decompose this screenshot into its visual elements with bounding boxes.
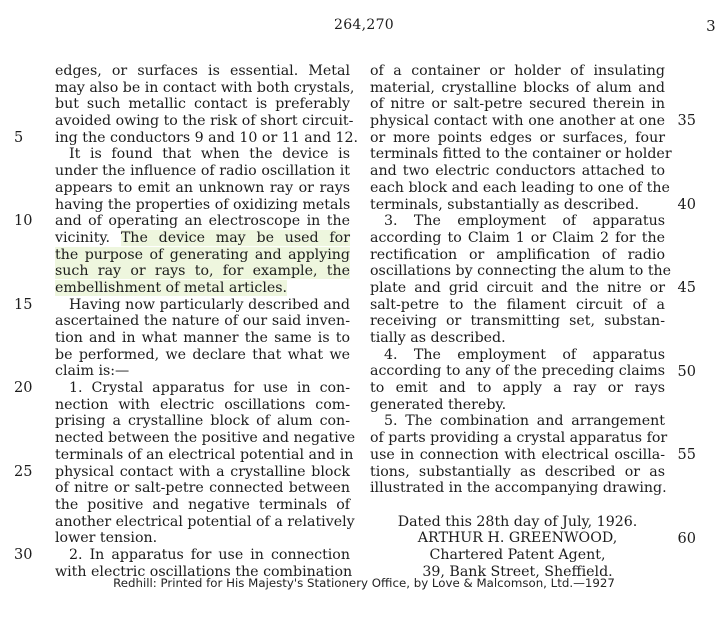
text-line <box>55 197 350 214</box>
text-line <box>370 146 672 163</box>
line-text: or more points edges or surfaces, four <box>370 129 665 146</box>
line-text: but such metallic contact is preferably <box>55 96 350 113</box>
text-line <box>55 497 350 514</box>
highlighted-text: The device may be used for <box>120 229 350 246</box>
line-text: physical contact with one another at one <box>370 113 665 130</box>
line-text: rectification or amplification of radio <box>370 246 665 263</box>
line-text: It is found that when the device is <box>69 146 350 163</box>
line-text: plate and grid circuit and the nitre or <box>370 279 665 296</box>
line-text: may also be in contact with both crystals, <box>55 79 355 96</box>
line-text: be performed, we declare that what we <box>55 346 350 363</box>
text-line <box>55 397 350 414</box>
text-line <box>370 80 665 97</box>
highlighted-text: embellishment of metal articles. <box>55 279 288 296</box>
line-text: Having now particularly described and <box>69 296 350 313</box>
text-line <box>370 96 665 113</box>
text-line <box>55 146 350 163</box>
text-line <box>55 330 350 347</box>
text-line <box>55 363 350 380</box>
text-line <box>370 63 665 80</box>
text-line <box>370 380 665 397</box>
text-line <box>370 197 665 214</box>
line-text: of nitre or salt-petre connected between <box>55 480 350 497</box>
text-line <box>370 247 665 264</box>
text-line <box>370 179 670 197</box>
line-text: ing the conductors 9 and 10 or 11 and 12. <box>55 129 359 146</box>
text-line <box>370 130 665 147</box>
line-text: physical contact with a crystalline block <box>55 463 350 480</box>
text-line <box>55 163 350 180</box>
line-text: of parts providing a crystal apparatus for <box>370 430 668 447</box>
text-line <box>55 530 350 547</box>
line-text: terminals, substantially as described. <box>370 196 640 213</box>
text-line <box>370 280 665 297</box>
line-text: 3. The employment of apparatus <box>384 213 665 230</box>
line-text: prising a crystalline block of alum con- <box>55 413 350 430</box>
line-number: 5 <box>14 129 24 146</box>
line-text: ascertained the nature of our said inven- <box>55 313 350 330</box>
line-number: 25 <box>14 463 33 480</box>
text-line <box>370 297 665 314</box>
text-line <box>55 180 350 197</box>
text-line <box>55 464 350 481</box>
line-text: nected between the positive and negative <box>55 430 356 447</box>
line-text: with electric oscillations the combination <box>55 563 353 580</box>
text-line <box>55 280 350 297</box>
highlighted-text: such ray or rays to, for example, the <box>55 263 350 280</box>
line-number: 10 <box>14 213 33 230</box>
line-text: oscillations by connecting the alum to the <box>370 263 672 280</box>
line-text: edges, or surfaces is essential. Metal <box>55 63 350 79</box>
line-text: terminals fitted to the container or holder <box>370 146 672 163</box>
text-line <box>370 163 665 180</box>
line-text: according to Claim 1 or Claim 2 for the <box>370 229 665 246</box>
line-text: material, crystalline blocks of alum and <box>370 79 665 96</box>
line-text: lower tension. <box>55 530 158 547</box>
line-number: 20 <box>14 380 33 397</box>
patent-number: 264,270 <box>334 17 394 33</box>
line-text: according to any of the preceding claims <box>370 363 665 380</box>
text-line <box>55 96 350 113</box>
text-line <box>55 446 354 464</box>
text-line <box>55 213 350 230</box>
text-line <box>55 313 350 330</box>
text-line <box>55 129 359 147</box>
line-text: tions, substantially as described or as <box>370 463 665 480</box>
page-number: 3 <box>706 17 716 35</box>
text-line <box>370 313 665 330</box>
line-text: use in connection with electrical oscilla- <box>370 446 665 463</box>
line-text: appears to emit an unknown ray or rays <box>55 179 350 196</box>
text-line <box>55 480 350 497</box>
text-line <box>370 430 668 447</box>
signature-name: ARTHUR H. GREENWOOD, <box>417 530 618 547</box>
line-text: the positive and negative terminals of <box>55 496 350 513</box>
text-line <box>370 347 665 364</box>
text-line <box>55 297 350 314</box>
line-text: tion and in what manner the same is to <box>55 330 350 346</box>
text-line <box>55 113 354 130</box>
line-text: vicinity. <box>55 229 111 246</box>
text-line <box>55 430 356 447</box>
text-line <box>55 347 350 364</box>
line-number: 50 <box>677 363 696 380</box>
line-text: nection with electric oscillations com- <box>55 396 350 413</box>
text-line <box>370 263 672 280</box>
text-line <box>370 230 665 247</box>
line-text: to emit and to apply a ray or rays <box>370 380 665 397</box>
line-number: 55 <box>677 447 696 464</box>
text-line <box>370 330 665 347</box>
line-number: 40 <box>677 196 696 213</box>
line-text: 5. The combination and arrangement <box>384 413 665 430</box>
text-line <box>55 247 350 264</box>
text-line <box>370 464 665 481</box>
line-text: avoided owing to the risk of short circuit- <box>55 113 354 130</box>
line-text: 1. Crystal apparatus for use in con- <box>69 380 350 397</box>
line-text: claim is:— <box>55 363 130 380</box>
printer-footer: Redhill: Printed for His Majesty's Stationery Office, by Love & Malcomson, Ltd.—1927 <box>113 576 615 590</box>
line-number: 60 <box>677 530 696 547</box>
signature-date: Dated this 28th day of July, 1926. <box>397 513 638 530</box>
text-line <box>370 480 665 497</box>
line-number: 35 <box>677 113 696 130</box>
line-text: tially as described. <box>370 330 506 346</box>
line-text: 2. In apparatus for use in connection <box>69 546 350 563</box>
line-text: receiving or transmitting set, substan- <box>370 313 665 330</box>
signature-address: 39, Bank Street, Sheffield. <box>422 563 613 580</box>
signature-title: Chartered Patent Agent, <box>429 546 606 563</box>
line-number: 30 <box>14 547 33 564</box>
text-line <box>370 213 665 230</box>
text-line <box>55 380 350 397</box>
text-line <box>370 113 665 130</box>
line-number: 45 <box>677 280 696 297</box>
text-line <box>55 547 350 564</box>
text-line <box>55 63 350 80</box>
line-text: illustrated in the accompanying drawing. <box>370 480 667 497</box>
line-text: salt-petre to the filament circuit of a <box>370 296 665 313</box>
text-line <box>370 413 665 430</box>
line-text: 4. The employment of apparatus <box>384 346 665 363</box>
line-text: of a container or holder of insulating <box>370 63 665 79</box>
line-number: 15 <box>14 296 33 313</box>
line-text: terminals of an electrical potential and in <box>55 446 354 463</box>
text-line <box>370 397 665 414</box>
right-column <box>370 63 672 580</box>
line-text: and of operating an electroscope in the <box>55 213 350 230</box>
text-line <box>55 230 350 247</box>
line-text: another electrical potential of a relatively <box>55 513 355 530</box>
line-text: under the influence of radio oscillation it <box>55 163 350 180</box>
text-line <box>370 447 665 464</box>
left-column <box>55 63 359 580</box>
text-line <box>370 363 665 380</box>
line-text: generated thereby. <box>370 396 507 413</box>
line-text: and two electric conductors attached to <box>370 163 665 180</box>
text-line <box>55 413 350 430</box>
line-text: each block and each leading to one of the <box>370 179 670 196</box>
text-line <box>55 263 350 280</box>
line-text: having the properties of oxidizing metals <box>55 196 351 213</box>
text-line <box>55 79 355 97</box>
highlighted-text: the purpose of generating and applying <box>55 246 350 263</box>
line-text: of nitre or salt-petre secured therein in <box>370 96 665 113</box>
text-line <box>55 513 355 531</box>
